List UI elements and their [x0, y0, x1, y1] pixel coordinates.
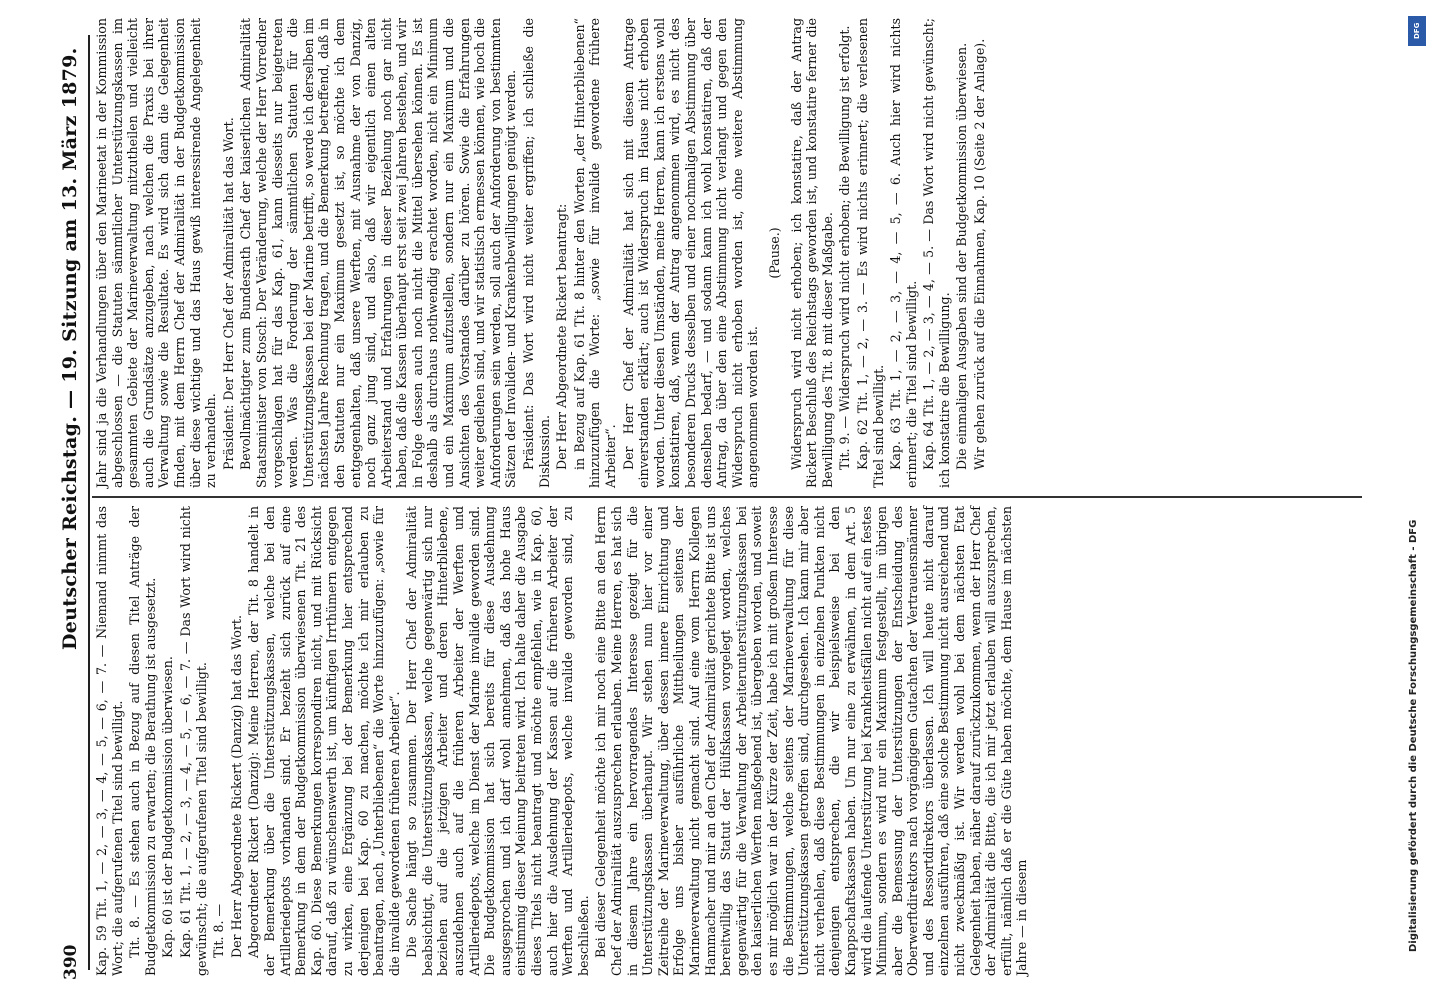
page-number: 390	[61, 944, 81, 980]
paragraph: Kap. 61 Tit. 1, — 2, — 3, — 4, — 5, — 6, — 7. — Das Wort wird nicht gewünscht; die aufgerufenen Titel sind bewilligt.	[177, 506, 209, 976]
paragraph: Bevollmächtigter zum Bundesrath Chef der kaiserlichen Admiralität Staatsminister von Stosch: Der Veränderung, welche der Herr Vorredner vorgeschlagen hat für das Kap. 61, kann diesseits nur beigetreten werden. Was die Forderung der sämmtlichen Statuten für die Unterstützungskassen bei der Marine betrifft, so werde ich derselben im nächsten Jahre Rechnung tragen, und die Bemerkung betreffend, daß in den Statuten nur ein Maximum gesetzt ist, so möchte ich dem entgegenhalten, daß unsere Werften, mit Ausnahme der von Danzig, noch ganz jung sind, und also, daß wir eigentlich einen alten Arbeiterstand und Erfahrungen in dieser Beziehung noch gar nicht haben, daß die Kassen überhaupt erst seit zwei Jahren bestehen, und wir in Folge dessen auch noch nicht die Mittel übersehen können. Es ist deshalb als durchaus nothwendig erachtet worden, nicht ein Minimum und ein Maximum aufzustellen, sondern nur ein Maximum und die Ansichten des Vorstandes darüber zu hören. Sowie die Erfahrungen weiter gediehen sind, und wir statistisch ermessen können, wie hoch die Anforderungen sein werden, soll auch der Anforderung von bestimmten Sätzen der Invaliden- und Krankenbewilligungen genügt werden.	[238, 18, 519, 488]
page-title: Deutscher Reichstag. — 19. Sitzung am 13. März 1879.	[59, 47, 81, 650]
paragraph: Kap. 60 ist der Budgetkommission überwiesen.	[160, 656, 176, 958]
paragraph: Präsident: Das Wort wird nicht weiter ergriffen; ich schließe die Diskussion.	[521, 18, 552, 488]
paragraph: in Bezug auf Kap. 61 Tit. 8 hinter den Worten „der Hinterbliebenen“ hinzuzufügen die Worte: „sowie für invalide gewordene frühere Arbeiter“.	[571, 18, 618, 488]
right-column	[94, 18, 990, 488]
header-rule	[88, 35, 90, 970]
paragraph: Präsident: Der Herr Chef der Admiralität hat das Wort.	[220, 117, 236, 470]
paragraph: Kap. 64 Tit. 1, — 2, — 3, — 4, — 5. — Das Wort wird nicht gewünscht; ich konstatire die Bewilligung.	[921, 18, 952, 488]
paragraph: Die einmaligen Ausgaben sind der Budgetkommission überwiesen.	[954, 42, 970, 470]
dfg-logo: DFG	[1408, 16, 1426, 46]
paragraph: Der Herr Abgeordnete Rickert (Danzig) hat das Wort.	[228, 615, 244, 958]
paragraph: Kap. 59 Tit. 1, — 2, — 3, — 4, — 5, — 6, — 7. — Niemand nimmt das Wort; die aufgerufenen Titel sind bewilligt.	[94, 506, 125, 976]
paragraph: Tit. 8. —	[211, 903, 227, 958]
paragraph: Wir gehen zurück auf die Einnahmen, Kap. 10 (Seite 2 der Anlage).	[972, 38, 988, 470]
paragraph: Kap. 62 Tit. 1, — 2, — 3. — Es wird nichts erinnert; die verlesenen Titel sind bewilligt.	[854, 18, 886, 488]
paragraph: Tit. 9. — Widerspruch wird nicht erhoben; die Bewilligung ist erfolgt.	[837, 25, 853, 470]
paragraph: Abgeordneter Rickert (Danzig): Meine Herren, der Tit. 8 handelt in der Bemerkung über die Unterstützungskassen, welche bei den Artilleriedepots vorhanden sind. Er bezieht sich zurück auf eine Bemerkung in dem der Budgetkommission überwiesenen Tit. 21 des Kap. 60. Diese Bemerkungen korrespondiren nicht, und mit Rücksicht darauf, daß zu wünschenswerth ist, um künftigen Irrthümern entgegen zu wirken, eine Ergänzung bei der Bemerkung hier entsprechend derjenigen bei Kap. 60 zu machen, möchte ich mir erlauben zu beantragen, nach „Unterbliebenen“ die Worte hinzuzufügen: „sowie für die invalide gewordenen früheren Arbeiter“.	[246, 506, 402, 976]
paragraph: Der Herr Chef der Admiralität hat sich mit diesem Antrage einverstanden erklärt; auch ist Widerspruch im Hause nicht erhoben worden. Unter diesen Umständen, meine Herren, kann ich erstens wohl konstatiren, daß, wenn der Antrag angenommen wird, es nicht des besonderen Drucks desselben und einer nochmaligen Abstimmung über denselben bedarf, — und sodann kann ich wohl konstatiren, daß der Antrag, da über den eine Abstimmung nicht verlangt und gegen den Widerspruch nicht erhoben worden ist, ohne weitere Abstimmung angenommen worden ist.	[620, 18, 761, 488]
paragraph: Widerspruch wird nicht erhoben; ich konstatire, daß der Antrag Rickert Beschluß des Reichstags geworden ist, und konstatire ferner die Bewilligung des Tit. 8 mit dieser Maßgabe.	[788, 18, 835, 488]
paragraph: Jahr sind ja die Verhandlungen über den Marineetat in der Kommission abgeschlossen — die Statuten sämmtlicher Unterstützungskassen im gesammten Gebiete der Marineverwaltung mitzutheilen und vielleicht auch die Grundsätze anzugeben, nach welchen die Praxis bei ihrer Verwaltung sowie die Resultate. Es wird sich dann die Gelegenheit finden, mit dem Herrn Chef der Admiralität in der Budgetkommission über diese wichtige und das Haus gewiß interessirende Angelegenheit zu verhandeln.	[94, 18, 219, 488]
paragraph: (Pause.)	[766, 227, 782, 279]
paragraph: Der Herr Abgeordnete Rickert beantragt:	[554, 203, 570, 470]
digitization-stamp	[1408, 8, 1428, 988]
paragraph: Bei dieser Gelegenheit möchte ich mir noch eine Bitte an den Herrn Chef der Admiralität auszusprechen erlauben. Meine Herren, es hat sich in diesem Jahre ein hervorragendes Interesse gezeigt für die Unterstützungskassen überhaupt. Wir stehen nun hier vor einer Zeitreihe der Marineverwaltung, über dessen innere Einrichtung und Erfolge uns bisher ausführliche Mittheilungen seitens der Marineverwaltung nicht gemacht sind. Auf eine vom Herrn Kollegen Hammacher und mir an den Chef der Admiralität gerichtete Bitte ist uns bereitwillig das Statut der Hülfskassen vorgelegt worden, welches gegenwärtig für die Verwaltung der Arbeiterunterstützungskassen bei den kaiserlichen Werften maßgebend ist, übergeben worden, und soweit es mir möglich war in der Kürze der Zeit, habe ich mit großem Interesse die Bestimmungen, welche seitens der Marineverwaltung für diese Unterstützungskassen getroffen sind, durchgesehen. Ich kann mir aber nicht verhehlen, daß diese Bestimmungen in einzelnen Punkten nicht denjenigen entsprechen, die wir beispielsweise bei den Knappschaftskassen haben. Um nur eine zu erwähnen, in dem Art. 5 wird die laufende Unterstützung bei Krankheitsfällen nicht auf ein festes Minimum, sondern es wird nur ein Maximum festgestellt, im übrigen aber die Bemessung der Unterstützungen der Entscheidung des Oberwerftdirektors nach vorgängigem Gutachten der Vertrauensmänner und des Ressortdirektors überlassen. Ich will heute nicht darauf einzelnen ausführen, daß eine solche Bestimmung nicht ausreichend und nicht zweckmäßig ist. Wir werden wohl bei dem nächsten Etat Gelegenheit haben, näher darauf zurückzukommen, wenn der Herr Chef der Admiralität die Bitte, die ich mir jetzt erlauben will auszusprechen, erfüllt, nämlich daß er die Güte haben möchte, dem Hause im nächsten Jahre — in diesem	[593, 506, 1030, 976]
column-divider	[92, 496, 1362, 498]
paragraph: Tit. 8. — Es stehen auch in Bezug auf diesen Titel Anträge der Budgetkommission zu erwarten; die Berathung ist ausgesetzt.	[127, 506, 158, 976]
paragraph: Kap. 63 Tit. 1, — 2, — 3, — 4, — 5, — 6. Auch hier wird nichts erinnert; die Titel sind bewilligt.	[888, 18, 919, 488]
page-header	[55, 35, 89, 980]
paragraph: Die Sache hängt so zusammen. Der Herr Chef der Admiralität beabsichtigt, die Unterstützungskassen, welche gegenwärtig sich nur beziehen auf die jetzigen Arbeiter und deren Hinterbliebene, auszudehnen auch auf die früheren Arbeiter der Werften und Artilleriedepots, welche im Dienst der Marine invalide geworden sind. Die Budgetkommission hat sich bereits für diese Ausdehnung ausgesprochen und ich darf wohl annehmen, daß das hohe Haus einstimmig dieser Meinung beitreten wird. Ich halte daher die Ausgabe dieses Titels nicht beantragt und möchte empfehlen, wie in Kap. 60, auch hier die Ausdehnung der Kassen auf die früheren Arbeiter der Werften und Artilleriedepots, welche invalide geworden sind, zu beschließen.	[404, 506, 591, 976]
left-column	[94, 506, 1032, 976]
stamp-text: Digitalisierung gefördert durch die Deutsche Forschungsgemeinschaft - DFG	[1408, 519, 1419, 952]
